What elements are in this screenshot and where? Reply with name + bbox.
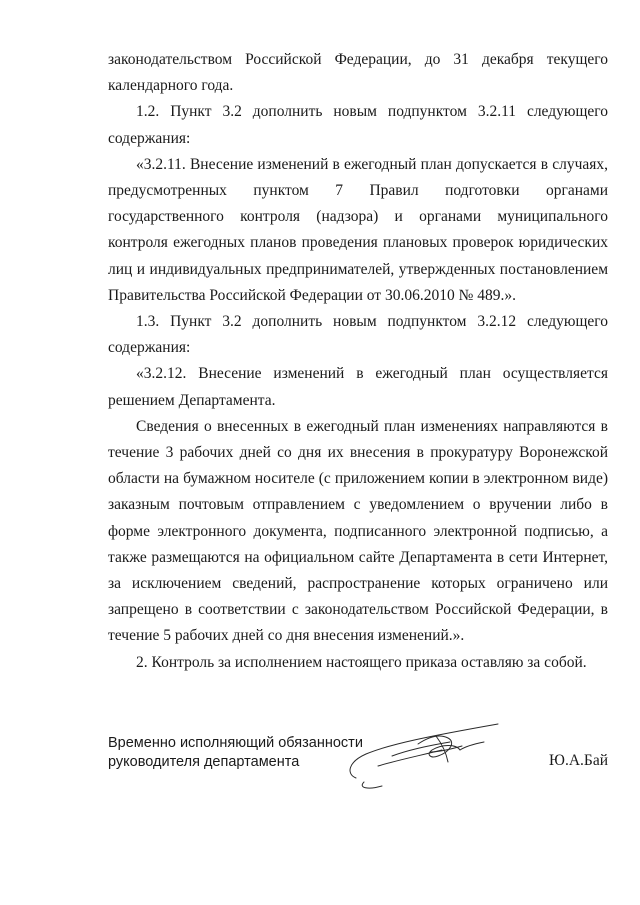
signatory-title — [108, 734, 363, 771]
paragraph-subitem-3-2-11: «3.2.11. Внесение изменений в ежегодный план допускается в случаях, предусмотренных пунктом 7 Правил подготовки органами государственного контроля (надзора) и органами муниципального контроля ежегодных планов проведения плановых проверок юридических лиц и индивидуальных предпринимателей, утвержденных постановлением Правительства Российской Федерации от 30.06.2010 № 489.». — [108, 155, 608, 304]
signatory-name: Ю.А.Бай — [549, 752, 608, 769]
signatory-title-line-1: Временно исполняющий обязанности — [108, 735, 363, 751]
paragraph-subitem-3-2-12: «3.2.12. Внесение изменений в ежегодный план осуществляется решением Департамента. — [108, 365, 608, 409]
paragraph-item-1-2: 1.2. Пункт 3.2 дополнить новым подпунктом 3.2.11 следующего содержания: — [108, 103, 608, 147]
document-body — [108, 47, 608, 676]
paragraph-item-1-3: 1.3. Пункт 3.2 дополнить новым подпунктом 3.2.12 следующего содержания: — [108, 313, 608, 357]
paragraph-item-2-control: 2. Контроль за исполнением настоящего приказа оставляю за собой. — [136, 653, 587, 671]
signatory-title-line-2: руководителя департамента — [108, 753, 300, 770]
handwritten-signature-icon — [338, 716, 518, 796]
paragraph-notification-details: Сведения о внесенных в ежегодный план изменениях направляются в течение 3 рабочих дней со дня их внесения в прокуратуру Воронежской области на бумажном носителе (с приложением копии в электронном виде) заказным почтовым отправлением с уведомлением о вручении либо в форме электронного документа, подписанного электронной подписью, а также размещаются на официальном сайте Департамента в сети Интернет, за исключением сведений, распространение которых ограничено или запрещено в соответствии с законодательством Российской Федерации, в течение 5 рабочих дней со дня внесения изменений.». — [108, 417, 608, 645]
signature-block — [108, 734, 608, 804]
paragraph-continuation: законодательством Российской Федерации, до 31 декабря текущего календарного года. — [108, 51, 608, 95]
